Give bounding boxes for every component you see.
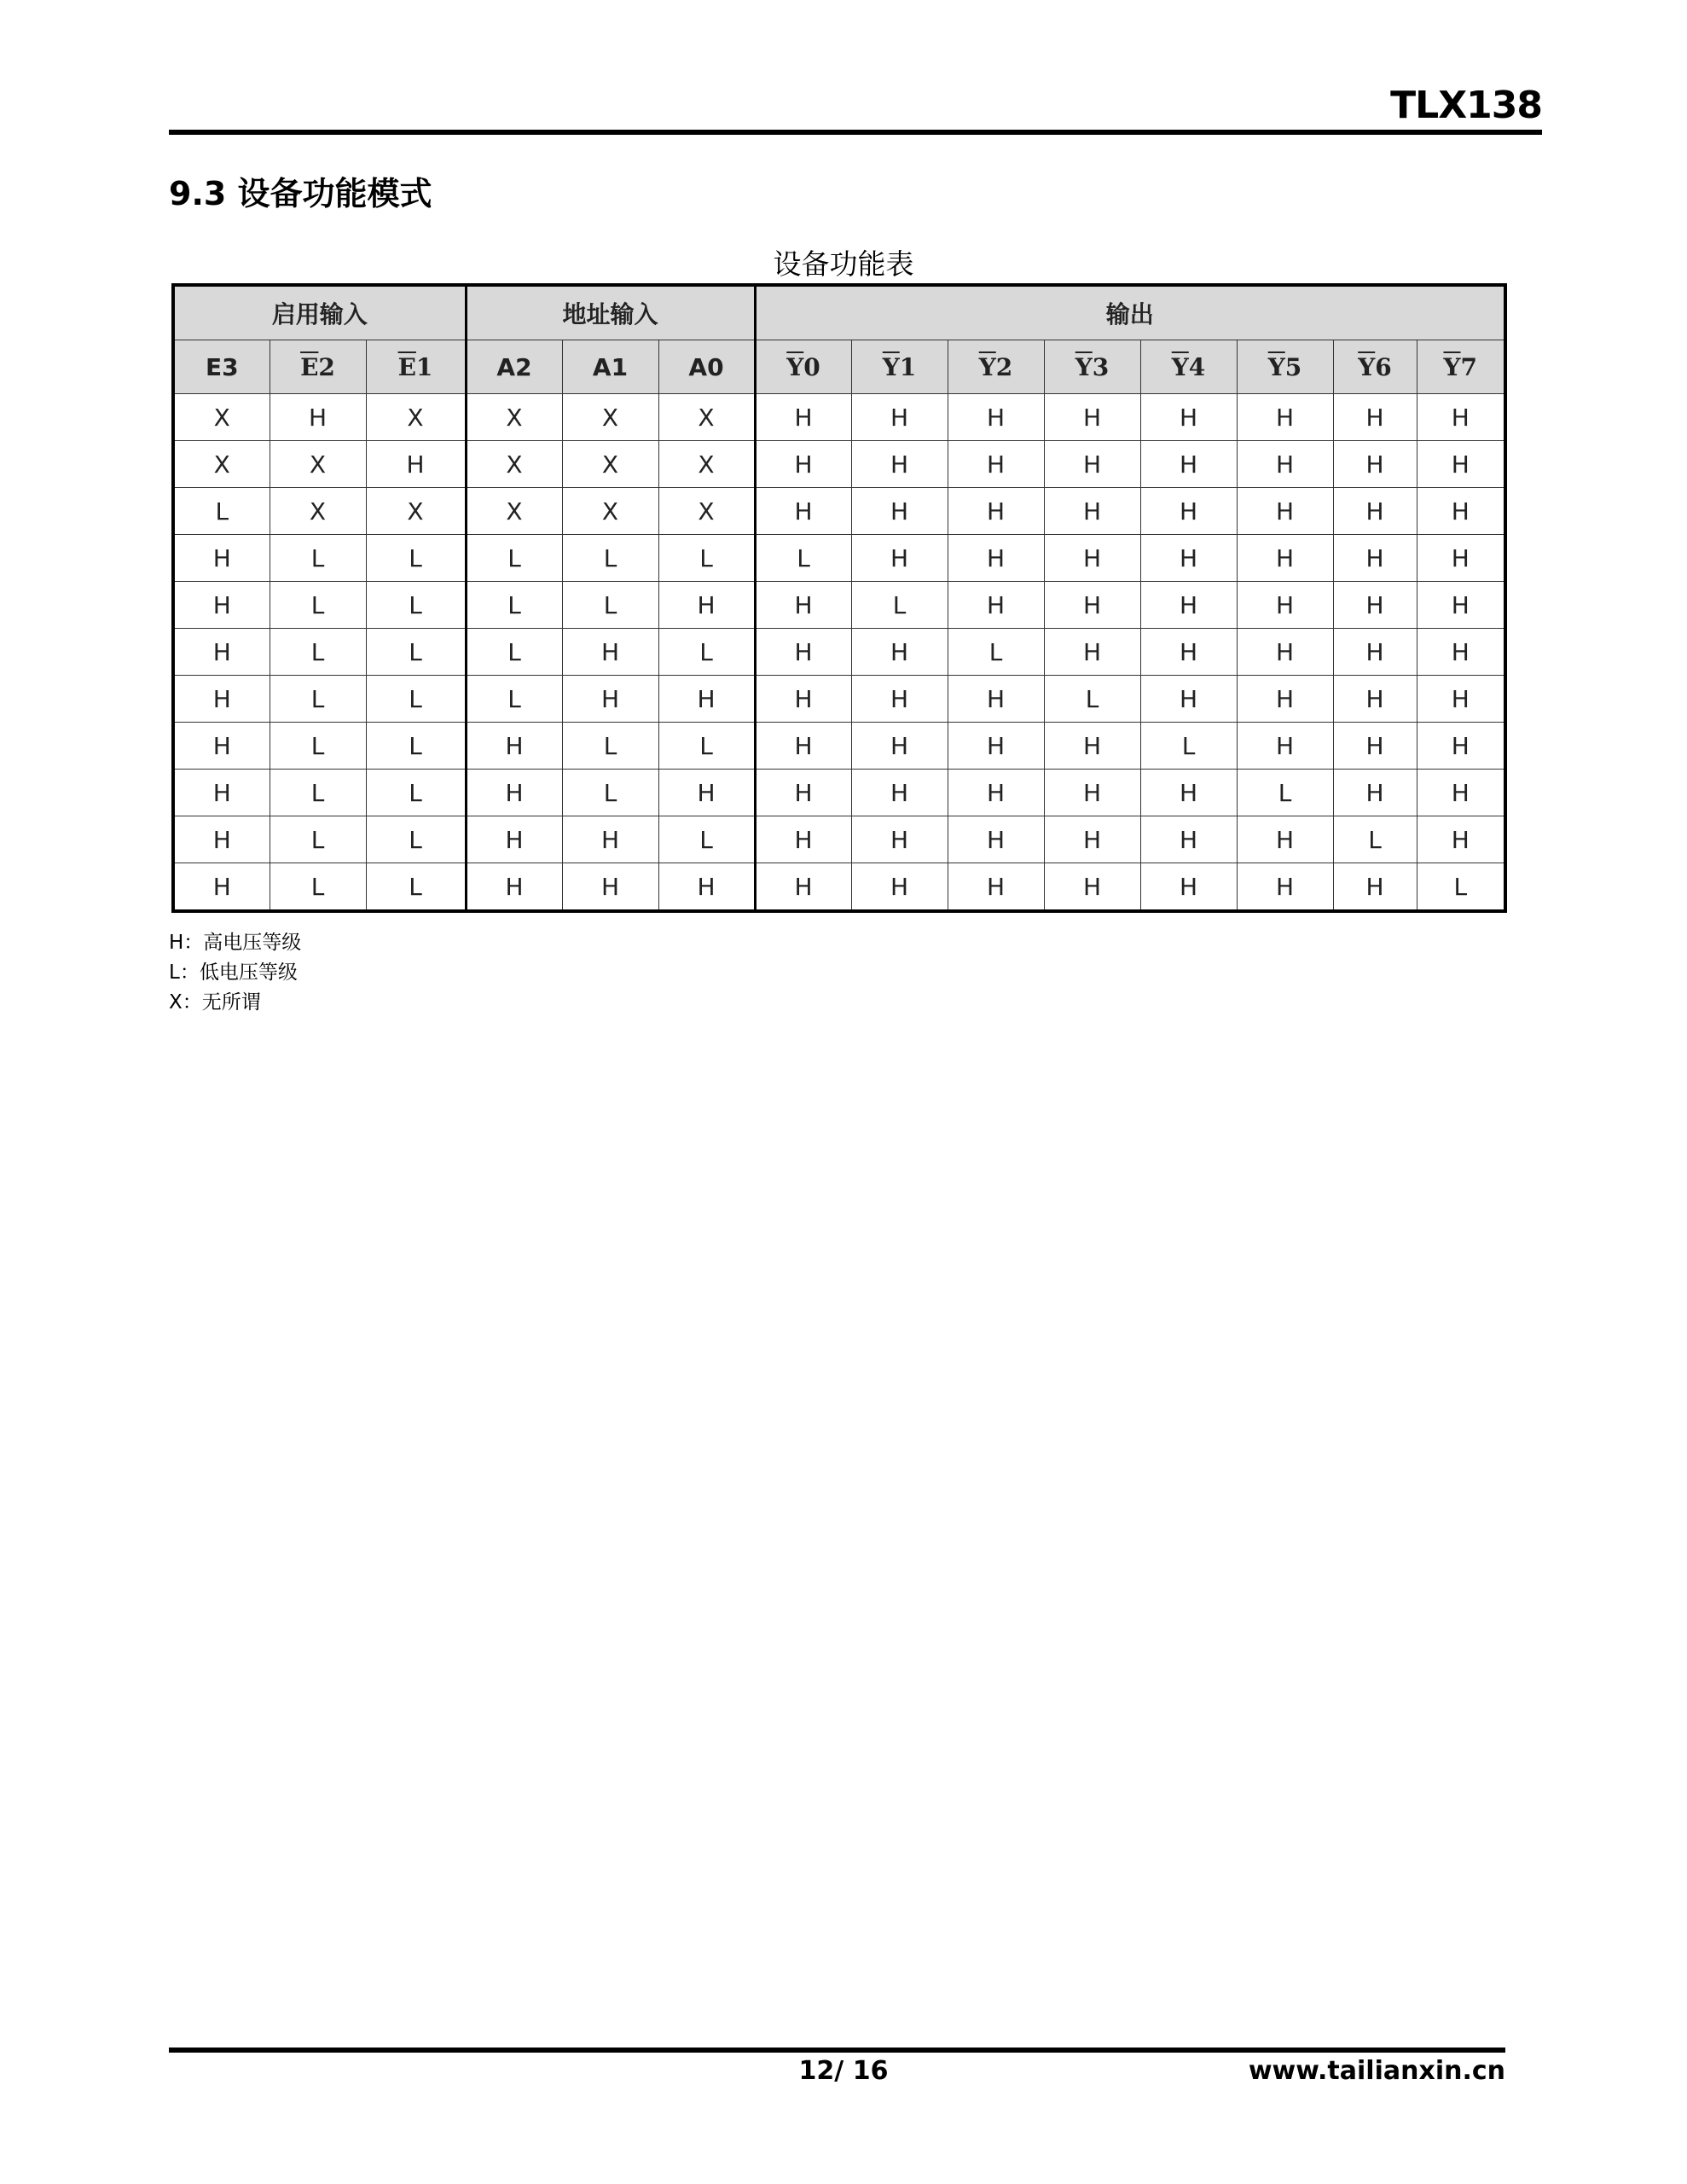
table-cell: H <box>1333 676 1417 723</box>
table-cell: L <box>270 863 366 912</box>
table-cell: L <box>270 582 366 629</box>
column-header <box>1044 340 1140 394</box>
section-heading: 9.3 设备功能模式 <box>169 175 432 212</box>
column-header-label: A1 <box>592 352 629 381</box>
table-cell: H <box>1044 488 1140 535</box>
table-cell: H <box>1140 441 1237 488</box>
table-cell: H <box>755 816 851 863</box>
table-cell: H <box>1333 535 1417 582</box>
column-header <box>1333 340 1417 394</box>
column-header-overlined-letter: $\overline{Y}$ <box>1267 352 1285 381</box>
table-cell: H <box>562 816 658 863</box>
table-cell: H <box>948 582 1044 629</box>
table-cell: H <box>755 629 851 676</box>
column-header <box>366 340 466 394</box>
table-cell: X <box>173 441 270 488</box>
table-cell: H <box>658 863 755 912</box>
table-cell: H <box>466 770 562 816</box>
table-cell: L <box>270 723 366 770</box>
table-cell: X <box>270 441 366 488</box>
column-header-index: 1 <box>899 352 917 381</box>
table-cell: H <box>948 723 1044 770</box>
table-cell: H <box>755 723 851 770</box>
table-cell: H <box>948 676 1044 723</box>
table-row <box>173 582 1505 629</box>
table-cell: H <box>948 770 1044 816</box>
table-row <box>173 535 1505 582</box>
column-header-index: 4 <box>1188 352 1206 381</box>
table-cell: L <box>270 676 366 723</box>
column-header <box>173 340 270 394</box>
table-cell: H <box>658 582 755 629</box>
column-header <box>658 340 755 394</box>
column-header <box>948 340 1044 394</box>
table-cell: H <box>1237 816 1333 863</box>
table-cell: H <box>658 676 755 723</box>
table-cell: H <box>948 863 1044 912</box>
table-row <box>173 863 1505 912</box>
table-cell: L <box>755 535 851 582</box>
column-header-index: 6 <box>1375 352 1392 381</box>
table-cell: L <box>270 770 366 816</box>
header-divider <box>169 130 1542 135</box>
signal-header-row <box>173 340 1505 394</box>
table-cell: H <box>1140 676 1237 723</box>
table-cell: L <box>270 629 366 676</box>
table-cell: H <box>173 863 270 912</box>
column-header-overlined-letter: $\overline{E}$ <box>300 352 319 381</box>
table-cell: H <box>270 394 366 441</box>
table-row <box>173 816 1505 863</box>
table-cell: L <box>1417 863 1505 912</box>
table-cell: X <box>562 394 658 441</box>
table-cell: H <box>173 723 270 770</box>
table-row <box>173 770 1505 816</box>
table-cell: H <box>1044 863 1140 912</box>
group-header-cell: 输出 <box>755 285 1505 340</box>
column-header <box>755 340 851 394</box>
table-cell: H <box>948 488 1044 535</box>
table-cell: H <box>1333 863 1417 912</box>
table-cell: X <box>562 488 658 535</box>
column-header-index: 0 <box>803 352 820 381</box>
group-header-cell: 地址输入 <box>466 285 755 340</box>
column-header-overlined-letter: $\overline{E}$ <box>397 352 416 381</box>
table-cell: H <box>1044 394 1140 441</box>
table-cell: L <box>366 629 466 676</box>
table-cell: H <box>1140 394 1237 441</box>
table-cell: H <box>1140 488 1237 535</box>
table-cell: H <box>173 629 270 676</box>
table-cell: L <box>658 535 755 582</box>
table-cell: H <box>755 441 851 488</box>
table-cell: H <box>1140 535 1237 582</box>
table-cell: H <box>851 441 948 488</box>
page-number: 12/ 16 <box>798 2056 889 2086</box>
table-cell: L <box>466 582 562 629</box>
table-cell: X <box>173 394 270 441</box>
column-header <box>1417 340 1505 394</box>
table-cell: X <box>466 488 562 535</box>
table-row <box>173 676 1505 723</box>
column-header-index: 2 <box>318 352 335 381</box>
table-cell: X <box>466 394 562 441</box>
table-cell: H <box>851 488 948 535</box>
table-cell: L <box>466 676 562 723</box>
table-cell: X <box>658 441 755 488</box>
column-header <box>851 340 948 394</box>
table-cell: H <box>1044 535 1140 582</box>
table-cell: H <box>1333 582 1417 629</box>
column-header <box>1237 340 1333 394</box>
table-cell: L <box>366 816 466 863</box>
table-cell: L <box>366 582 466 629</box>
column-header-index: 5 <box>1284 352 1302 381</box>
column-header-overlined-letter: $\overline{Y}$ <box>1443 352 1461 381</box>
table-cell: H <box>1237 535 1333 582</box>
table-cell: H <box>1044 582 1140 629</box>
table-row <box>173 629 1505 676</box>
table-cell: H <box>1417 488 1505 535</box>
group-header-row <box>173 285 1505 340</box>
table-cell: L <box>562 582 658 629</box>
column-header-label: A2 <box>496 352 532 381</box>
column-header-overlined-letter: $\overline{Y}$ <box>978 352 996 381</box>
table-cell: L <box>366 770 466 816</box>
column-header-overlined-letter: $\overline{Y}$ <box>786 352 804 381</box>
table-row <box>173 723 1505 770</box>
table-cell: L <box>562 723 658 770</box>
table-cell: H <box>1044 770 1140 816</box>
table-cell: L <box>466 629 562 676</box>
table-cell: H <box>1417 535 1505 582</box>
legend <box>169 928 301 1018</box>
table-row <box>173 488 1505 535</box>
table-cell: H <box>173 816 270 863</box>
table-cell: L <box>366 535 466 582</box>
table-cell: L <box>270 535 366 582</box>
table-cell: L <box>658 629 755 676</box>
table-cell: H <box>562 676 658 723</box>
table-cell: H <box>851 535 948 582</box>
column-header-overlined-letter: $\overline{Y}$ <box>882 352 900 381</box>
table-cell: H <box>948 816 1044 863</box>
table-cell: H <box>1417 816 1505 863</box>
column-header-index: 2 <box>995 352 1013 381</box>
table-cell: L <box>658 816 755 863</box>
table-cell: H <box>755 863 851 912</box>
table-cell: H <box>1044 629 1140 676</box>
table-cell: H <box>755 488 851 535</box>
table-cell: X <box>562 441 658 488</box>
table-cell: X <box>270 488 366 535</box>
table-cell: H <box>1333 394 1417 441</box>
table-cell: H <box>755 394 851 441</box>
table-cell: H <box>173 770 270 816</box>
table-cell: H <box>851 863 948 912</box>
table-cell: L <box>366 723 466 770</box>
legend-item-h: H：高电压等级 <box>169 932 302 954</box>
column-header <box>466 340 562 394</box>
table-cell: H <box>1237 488 1333 535</box>
table-cell: H <box>1140 629 1237 676</box>
table-cell: H <box>1237 394 1333 441</box>
table-cell: H <box>851 723 948 770</box>
table-cell: L <box>1333 816 1417 863</box>
footer-divider <box>169 2048 1505 2053</box>
table-cell: L <box>270 816 366 863</box>
table-cell: H <box>173 676 270 723</box>
table-cell: X <box>658 394 755 441</box>
table-cell: L <box>173 488 270 535</box>
table-cell: H <box>1417 629 1505 676</box>
table-cell: H <box>1417 582 1505 629</box>
table-cell: H <box>1044 723 1140 770</box>
group-header-cell: 启用输入 <box>173 285 466 340</box>
table-cell: H <box>658 770 755 816</box>
footer-url: www.tailianxin.cn <box>1248 2056 1505 2086</box>
column-header <box>562 340 658 394</box>
table-cell: L <box>1237 770 1333 816</box>
table-cell: H <box>755 770 851 816</box>
table-cell: H <box>1140 582 1237 629</box>
table-cell: L <box>366 863 466 912</box>
table-cell: L <box>851 582 948 629</box>
table-cell: H <box>851 676 948 723</box>
table-cell: H <box>851 394 948 441</box>
table-cell: H <box>562 629 658 676</box>
table-cell: H <box>1417 394 1505 441</box>
table-cell: H <box>1333 723 1417 770</box>
table-cell: H <box>851 816 948 863</box>
table-cell: L <box>658 723 755 770</box>
table-cell: H <box>1044 816 1140 863</box>
column-header-label: A0 <box>688 352 724 381</box>
table-cell: H <box>948 535 1044 582</box>
function-table <box>171 283 1507 913</box>
table-cell: L <box>562 535 658 582</box>
table-cell: H <box>1237 723 1333 770</box>
table-cell: H <box>1140 770 1237 816</box>
table-cell: H <box>1237 863 1333 912</box>
table-cell: H <box>1417 441 1505 488</box>
table-cell: H <box>1417 723 1505 770</box>
table-cell: H <box>1237 676 1333 723</box>
table-cell: H <box>1417 770 1505 816</box>
column-header-overlined-letter: $\overline{Y}$ <box>1358 352 1376 381</box>
table-cell: H <box>562 863 658 912</box>
column-header <box>1140 340 1237 394</box>
table-cell: H <box>1237 582 1333 629</box>
column-header <box>270 340 366 394</box>
column-header-index: 1 <box>415 352 433 381</box>
table-cell: H <box>1237 629 1333 676</box>
table-cell: H <box>755 582 851 629</box>
table-cell: H <box>173 582 270 629</box>
table-cell: L <box>1140 723 1237 770</box>
table-cell: H <box>1237 441 1333 488</box>
table-cell: H <box>466 863 562 912</box>
table-cell: H <box>173 535 270 582</box>
legend-item-l: L：低电压等级 <box>169 961 298 984</box>
table-cell: L <box>562 770 658 816</box>
table-cell: L <box>366 676 466 723</box>
table-cell: X <box>366 394 466 441</box>
table-cell: X <box>366 488 466 535</box>
table-cell: H <box>948 394 1044 441</box>
legend-item-x: X：无所谓 <box>169 991 261 1014</box>
table-cell: H <box>466 816 562 863</box>
table-cell: L <box>948 629 1044 676</box>
table-cell: H <box>1140 863 1237 912</box>
table-cell: H <box>1333 488 1417 535</box>
table-cell: H <box>851 629 948 676</box>
table-cell: H <box>1140 816 1237 863</box>
document-title: TLX138 <box>1390 84 1542 127</box>
table-caption: 设备功能表 <box>773 247 914 281</box>
table-cell: H <box>851 770 948 816</box>
table-cell: H <box>948 441 1044 488</box>
table-cell: H <box>1333 441 1417 488</box>
table-cell: H <box>366 441 466 488</box>
table-cell: X <box>658 488 755 535</box>
column-header-label: E3 <box>205 352 239 381</box>
table-cell: H <box>466 723 562 770</box>
table-row <box>173 441 1505 488</box>
table-cell: H <box>755 676 851 723</box>
column-header-overlined-letter: $\overline{Y}$ <box>1075 352 1093 381</box>
table-cell: H <box>1417 676 1505 723</box>
table-cell: H <box>1333 770 1417 816</box>
table-cell: L <box>1044 676 1140 723</box>
column-header-index: 7 <box>1460 352 1477 381</box>
table-cell: H <box>1044 441 1140 488</box>
table-cell: H <box>1333 629 1417 676</box>
column-header-index: 3 <box>1092 352 1110 381</box>
table-cell: X <box>466 441 562 488</box>
column-header-overlined-letter: $\overline{Y}$ <box>1171 352 1189 381</box>
table-cell: L <box>466 535 562 582</box>
table-row <box>173 394 1505 441</box>
